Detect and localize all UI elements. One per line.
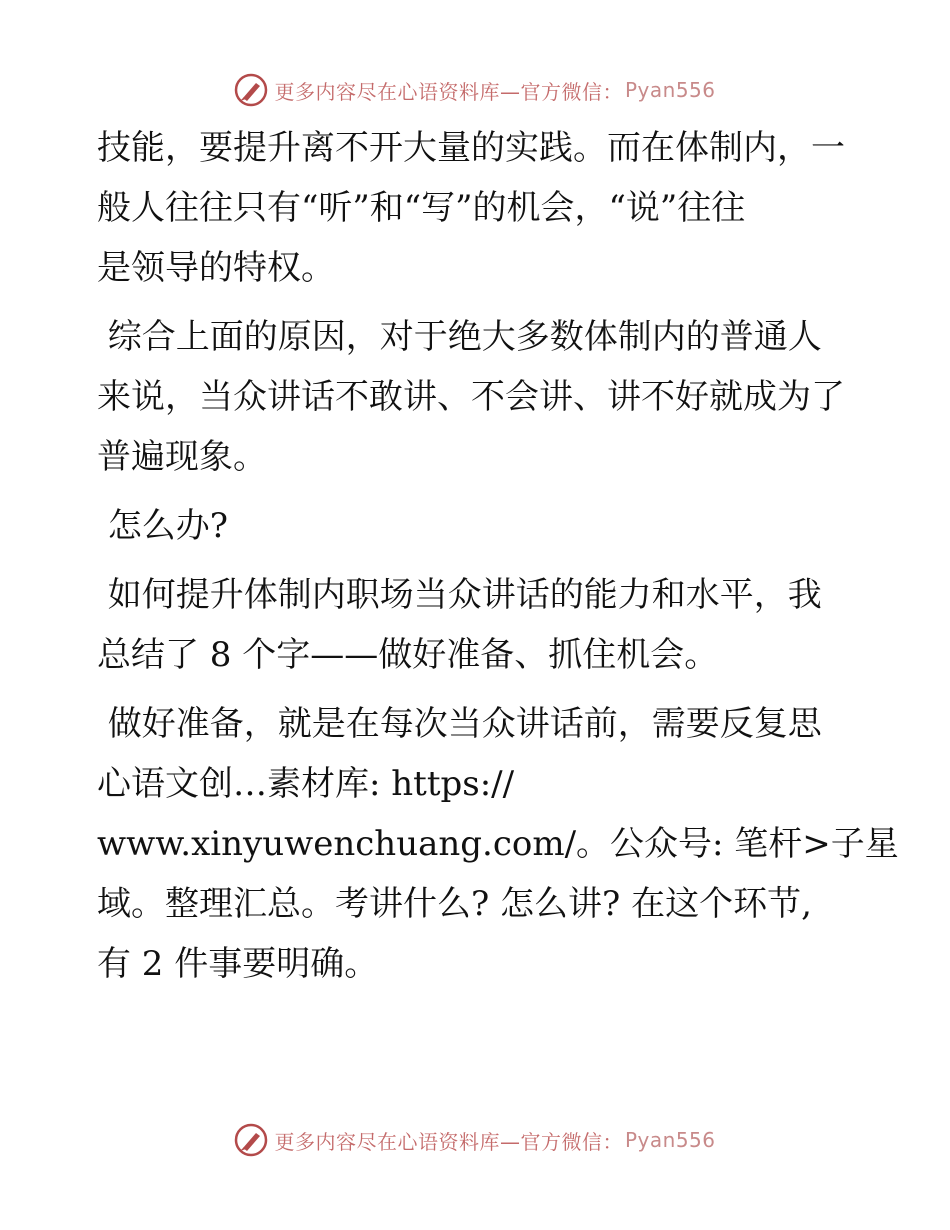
pen-logo-icon	[234, 1123, 268, 1157]
paragraph-line: 做好准备，就是在每次当众讲话前，需要反复思	[97, 704, 822, 744]
paragraph-line: 般人往往只有“听”和“写”的机会，“说”往往	[97, 188, 746, 228]
paragraph-line: 域。整理汇总。考讲什么? 怎么讲? 在这个环节,	[97, 884, 812, 924]
footer-watermark	[0, 1120, 950, 1160]
watermark-wechat-id: Pyan556	[624, 1128, 716, 1152]
paragraph-line: 总结了 8 个字——做好准备、抓住机会。	[97, 635, 719, 675]
paragraph-line: 如何提升体制内职场当众讲话的能力和水平，我	[97, 575, 822, 615]
paragraph-line: 是领导的特权。	[97, 248, 335, 288]
paragraph-line: 技能，要提升离不开大量的实践。而在体制内，一	[97, 128, 845, 168]
watermark-text: 更多内容尽在心语资料库—官方微信：	[274, 1129, 623, 1154]
document-body	[97, 118, 899, 994]
paragraph-line: 心语文创…素材库: https://	[97, 764, 515, 804]
paragraph-line: 综合上面的原因，对于绝大多数体制内的普通人	[97, 317, 822, 357]
watermark-text: 更多内容尽在心语资料库—官方微信：	[274, 79, 623, 104]
paragraph-line: 来说，当众讲话不敢讲、不会讲、讲不好就成为了	[97, 377, 845, 417]
pen-logo-icon	[234, 73, 268, 107]
paragraph-line: 普遍现象。	[97, 437, 267, 477]
paragraph-line: 有 2 件事要明确。	[97, 944, 379, 984]
paragraph-line: 怎么办?	[97, 506, 229, 546]
header-watermark	[0, 70, 950, 110]
watermark-wechat-id: Pyan556	[624, 78, 716, 102]
paragraph-line: www.xinyuwenchuang.com/。公众号: 笔杆>子星	[97, 824, 899, 864]
